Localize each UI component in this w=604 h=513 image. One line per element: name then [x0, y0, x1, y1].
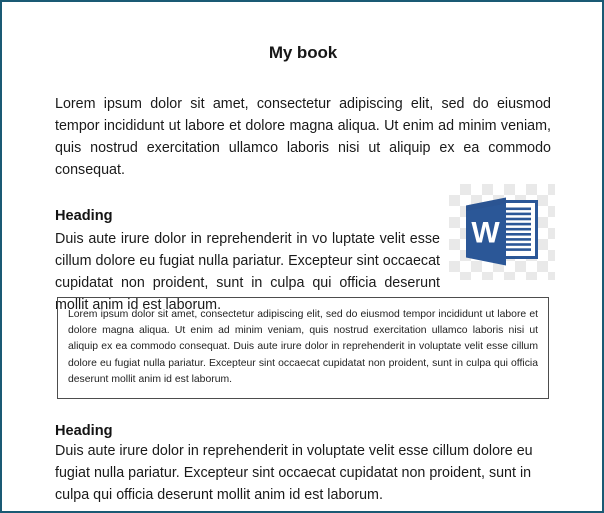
- bordered-quote-box: [57, 297, 549, 399]
- page-title: My book: [268, 43, 338, 62]
- section-heading-second: Heading: [55, 423, 113, 439]
- word-icon-glyph: [462, 195, 540, 268]
- paragraph-second: Duis aute irure dolor in reprehenderit in vo luptate velit esse cillum dolore eu fugiat nulla pariatur. Excepteur sint occaecat cupidatat non proident, sunt in culpa qui officia deserunt mollit anim id est laborum.: [55, 231, 440, 313]
- quote-box-text: Lorem ipsum dolor sit amet, consectetur adipiscing elit, sed do eiusmod tempor incididunt ut labore et dolore magna aliqua. Ut enim ad minim veniam, quis nostrud exercitation ullamco laboris nisi ut aliquip ex ea commodo consequat. Duis aute irure dolor in reprehenderit in voluptate velit esse cillum dolore eu fugiat nulla pariatur. Excepteur sint occaecat cupidatat non proident, sunt in culpa qui officia deserunt mollit anim id est laborum.: [68, 309, 538, 385]
- paragraph-third: Duis aute irure dolor in reprehenderit in voluptate velit esse cillum dolore eu fugiat nulla pariatur. Excepteur sint occaecat cupidatat non proident, sunt in culpa qui officia deserunt mollit anim id est laborum.: [55, 443, 533, 503]
- svg-text:W: W: [471, 216, 500, 250]
- document-body: [55, 2, 551, 511]
- microsoft-word-icon: [449, 184, 555, 280]
- section-heading-first: Heading: [55, 208, 113, 224]
- paragraph-intro: Lorem ipsum dolor sit amet, consectetur adipiscing elit, sed do eiusmod tempor incididunt ut labore et dolore magna aliqua. Ut enim ad minim veniam, quis nostrud exercitation ullamco laboris nisi ut aliquip ex ea commodo consequat.: [55, 96, 551, 178]
